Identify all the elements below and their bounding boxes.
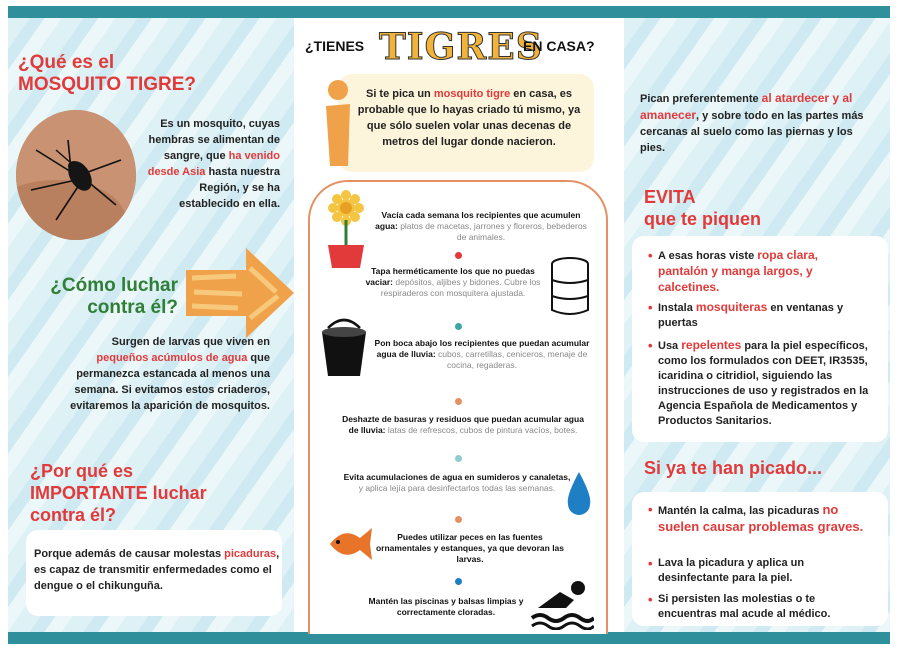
step-1 [372,210,590,243]
barrel-icon [548,256,592,318]
highlight: al atardecer y al amanecer [640,91,853,122]
step-text: Pon boca abajo los recipientes que puedan acumular agua de lluvia: [374,338,590,359]
heading-line: contra él? [87,297,178,318]
text: Surgen de larvas que viven en [111,336,270,348]
separator-dot [455,398,462,405]
text: A esas horas viste [658,250,758,262]
highlight: repelentes [681,338,742,352]
heading-line: que te piquen [644,209,761,229]
mosquito-photo [16,110,136,240]
step-4 [338,414,588,436]
paragraph-when-bite [640,90,870,156]
water-drop-icon [566,470,592,518]
step-7 [356,596,536,618]
separator-dot [455,516,462,523]
step-text: Vacía cada semana los recipientes que acumulen agua: [375,210,581,231]
arrow-icon [186,248,296,343]
step-text: Mantén las piscinas y balsas limpias y correctamente cloradas. [368,596,524,617]
heading-why-important [30,460,250,526]
bucket-icon [318,318,370,380]
text: Si persisten las molestias o te encuentras mal acude al médico. [658,593,831,620]
bitten-item [658,556,868,586]
heading-word: luchar contra él? [30,483,207,525]
step-3 [372,338,592,371]
text: que permanezca estancada al menos una semana. Si evitamos estos criaderos, evitaremos la aparición de mosquitos. [70,352,270,412]
highlight: pequeños acúmulos de agua [96,352,248,364]
text: Mantén la calma, las picaduras [658,505,823,517]
title-post: EN CASA? [523,38,595,54]
title-pre: ¿TIENES [305,38,365,54]
heading-how-to-fight [38,275,178,319]
highlight: no suelen causar problemas graves. [658,502,864,534]
text: Porque además de causar molestas [34,548,225,560]
highlight: ha venido desde Asia [147,150,280,178]
flower-pot-icon [322,190,370,270]
step-detail: latas de refrescos, cubos de pintura vacíos, botes. [387,425,578,435]
separator-dot [455,578,462,585]
text: , y sobre todo en las partes más cercanas al suelo como las piernas y los pies. [640,110,864,154]
step-detail: platos de macetas, jarrones y floreros, bebederos de animales. [400,221,587,242]
text: Es un mosquito, cuyas hembras se alimentan de sangre, que [148,118,280,162]
page-title [305,26,615,70]
step-detail: y aplica lejía para desinfectarlos todas las semanas. [358,483,556,493]
text: Pican preferentemente [640,93,762,105]
text: , es capaz de transmitir enfermedades como el dengue o el chikunguña. [34,548,280,592]
bitten-item [658,592,868,622]
text: para la piel específicos, como los formulados con DEET, IR3535, icaridina o citridiol, siguiendo las instrucciones de uso y registrados en la Agencia Española de Medicamentos y Productos Sanitarios. [658,340,869,427]
fish-icon [326,524,374,564]
text: Si te pica un [365,88,434,100]
step-text: Puedes utilizar peces en las fuentes ornamentales y estanques, ya que devoran las larvas. [375,532,565,564]
paragraph-how-to-fight [70,334,270,414]
paragraph-why-important [34,546,280,594]
heading-line: MOSQUITO TIGRE? [18,74,197,95]
heading-line: ¿Qué es el [18,52,115,73]
step-2 [360,266,546,299]
highlight: ropa clara, pantalón y manga largos, y calcetines. [658,248,818,294]
bitten-item [658,502,882,536]
highlight: mosquiteras [695,300,768,314]
step-5 [342,472,572,494]
heading-word: IMPORTANTE [30,483,148,503]
text: hasta nuestra Región, y se ha establecido en ella. [179,166,280,210]
top-bar [8,6,890,18]
avoid-item [658,338,880,429]
separator-dot [455,455,462,462]
title-main: TIGRES [379,26,543,68]
text: en casa, es probable que lo hayas criado tú mismo, ya que sólo suelen volar unas decenas de metros del lugar donde nacieron. [357,88,581,148]
step-6 [372,532,568,565]
step-text: Tapa herméticamente los que no puedas vaciar: [365,266,535,287]
step-text: Deshazte de basuras y residuos que puedan acumular agua de lluvia: [342,414,584,435]
heading-avoid [644,186,761,230]
text: Instala [658,302,696,314]
avoid-item [658,300,872,331]
heading-if-bitten: Si ya te han picado... [644,458,823,478]
swimmer-icon [530,578,594,630]
info-paragraph [350,86,588,150]
paragraph-what-is [140,116,280,212]
text: Lava la picadura y aplica un desinfectante para la piel. [658,557,805,584]
heading-what-is [18,52,196,96]
separator-dot [455,323,462,330]
highlight: mosquito tigre [433,88,511,100]
step-text: Evita acumulaciones de agua en sumideros y canaletas, [343,472,571,482]
avoid-item [658,248,868,296]
step-detail: depósitos, aljibes y bidones. Cubre los respiraderos con mosquitera ajustada. [380,277,541,298]
heading-line: ¿Cómo luchar [50,275,178,296]
heading-line: ¿Por qué es [30,461,134,481]
step-detail: cubos, carretillas, ceniceros, menaje de cocina, regaderas. [438,349,588,370]
highlight: picaduras [224,548,277,560]
text: Usa [658,340,682,352]
separator-dot [455,252,462,259]
text: en ventanas y puertas [658,302,844,329]
heading-line: EVITA [644,187,696,207]
